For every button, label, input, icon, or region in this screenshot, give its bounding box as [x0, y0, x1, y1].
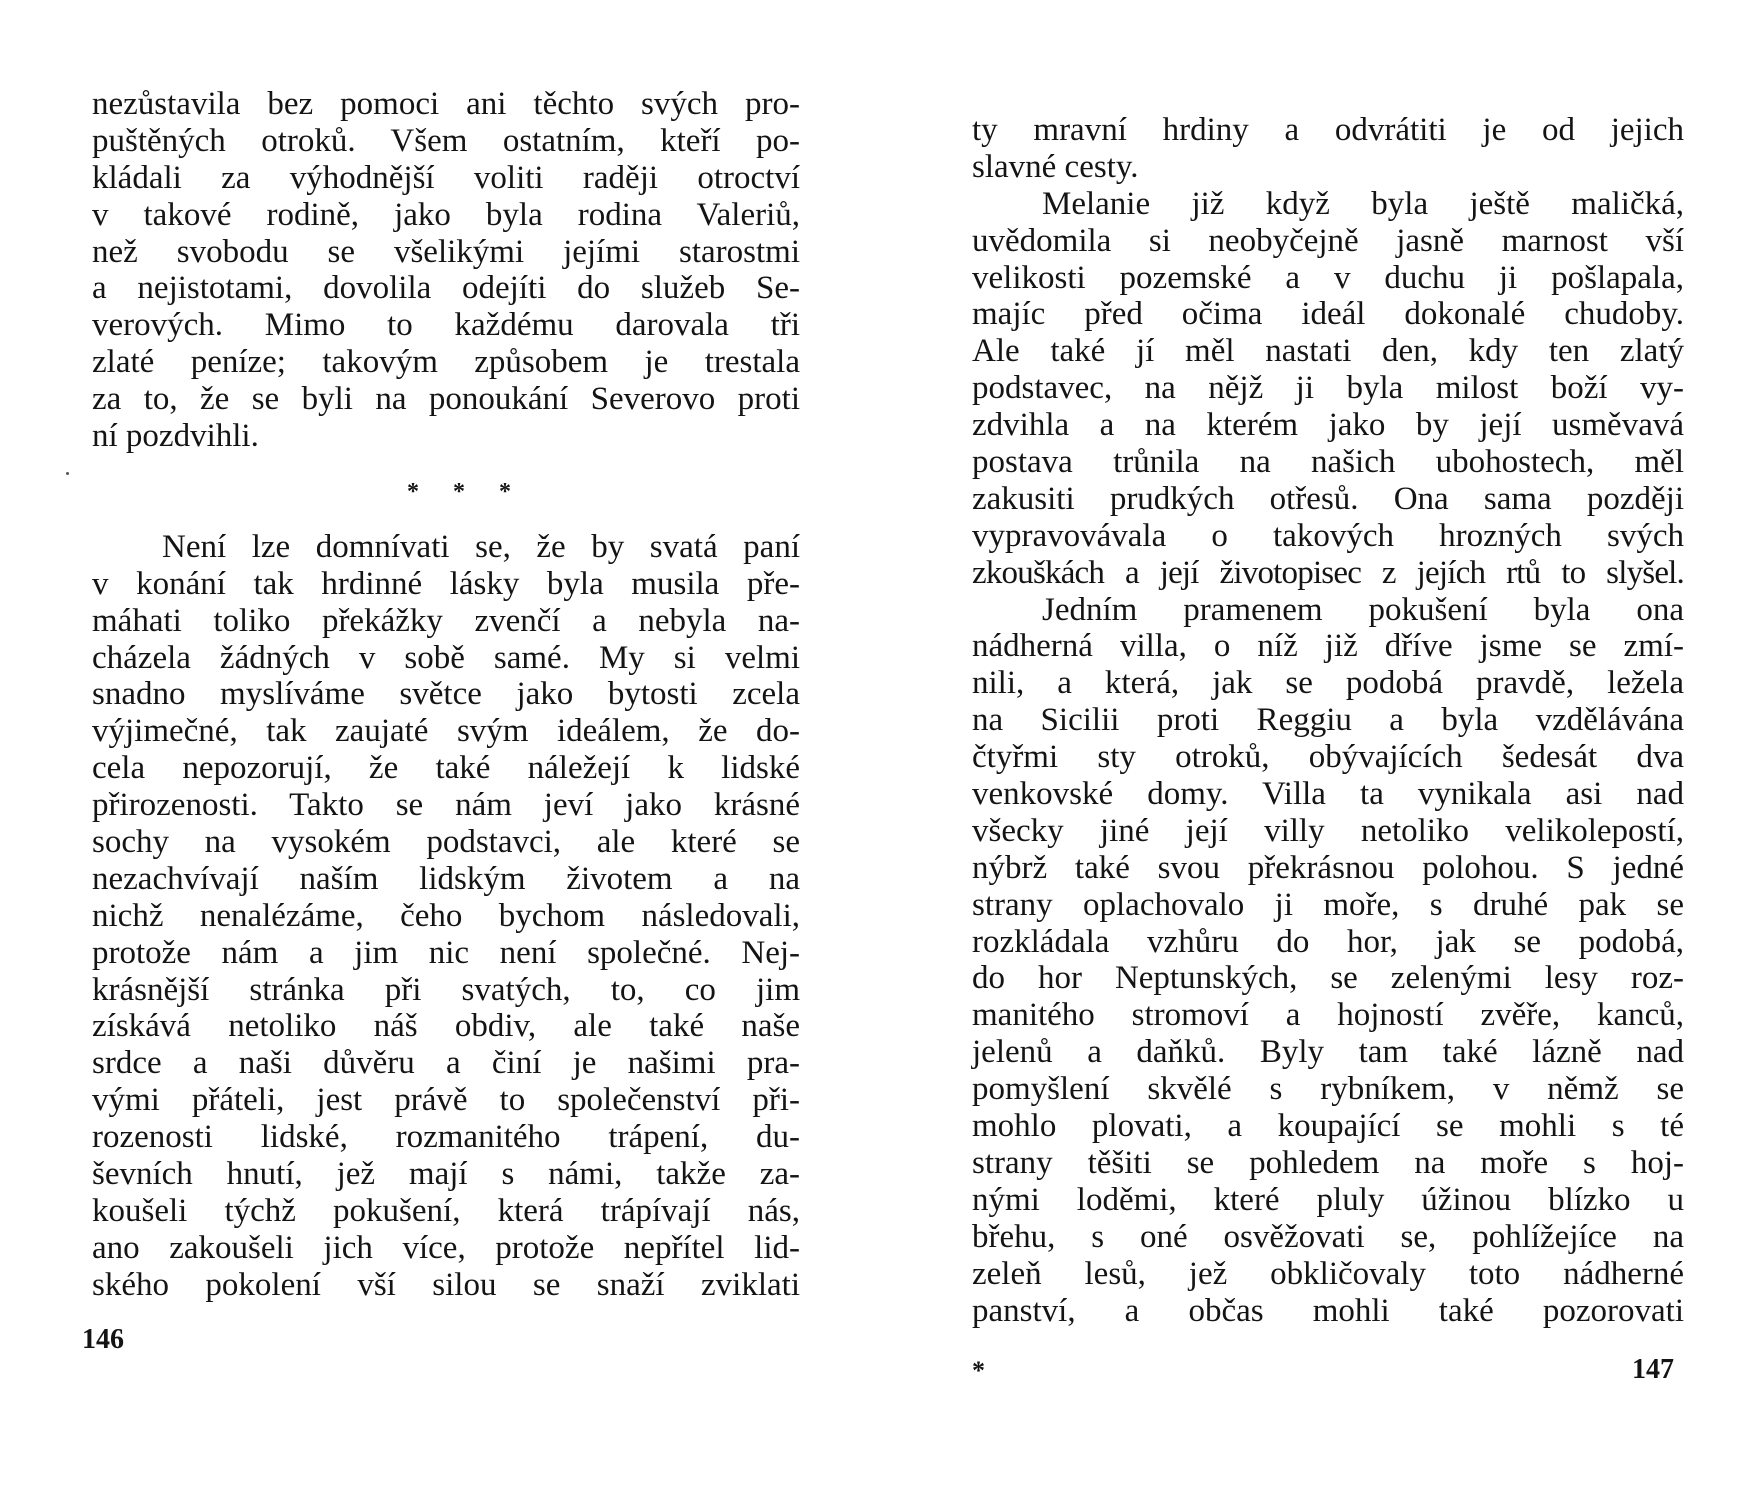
text-line: protože nám a jim nic není společné. Nej-	[92, 934, 800, 971]
text-line: v konání tak hrdinné lásky byla musila pře-	[92, 565, 800, 602]
text-line: jelenů a daňků. Byly tam také lázně nad	[972, 1034, 1684, 1071]
text-line: panství, a občas mohli také pozorovati	[972, 1292, 1684, 1329]
text-line: strany oplachovalo ji moře, s druhé pak se	[972, 886, 1684, 923]
text-line: získává netoliko náš obdiv, ale také naše	[92, 1008, 800, 1045]
text-line: v takové rodině, jako byla rodina Valeriů,	[92, 196, 800, 233]
text-line: vypravovávala o takových hrozných svých	[972, 517, 1684, 554]
text-line: nezachvívají naším lidským životem a na	[92, 860, 800, 897]
section-ornament: * * *	[407, 478, 525, 505]
text-line: nichž nenalézáme, čeho bychom následovali,	[92, 897, 800, 934]
text-line: nými loděmi, které pluly úžinou blízko u	[972, 1181, 1684, 1218]
signature-mark: *	[972, 1356, 985, 1385]
text-line: za to, že se byli na ponoukání Severovo proti	[92, 381, 800, 418]
text-line: nádherná villa, o níž již dříve jsme se zmí-	[972, 628, 1684, 665]
text-line: vými přáteli, jest právě to společenství při-	[92, 1082, 800, 1119]
text-line: nezůstavila bez pomoci ani těchto svých pro-	[92, 86, 800, 122]
text-line: máhati toliko překážky zvenčí a nebyla na-	[92, 602, 800, 639]
text-line: podstavec, na nějž ji byla milost boží vy-	[972, 370, 1684, 407]
text-line: Není lze domnívati se, že by svatá paní	[162, 528, 800, 565]
text-line: velikosti pozemské a v duchu ji pošlapala,	[972, 259, 1684, 296]
text-line: nili, a která, jak se podobá pravdě, ležela	[972, 665, 1684, 702]
paragraph	[92, 86, 800, 455]
text-line: do hor Neptunských, se zelenými lesy roz-	[972, 960, 1684, 997]
paragraph	[972, 186, 1684, 592]
text-line: výjimečné, tak zaujaté svým ideálem, že do-	[92, 713, 800, 750]
left-text-column	[92, 86, 800, 1304]
text-line: břehu, s oné osvěžovati se, pohlížejíce na	[972, 1218, 1684, 1255]
text-line: srdce a naši důvěru a činí je našimi pra-	[92, 1045, 800, 1082]
text-line: Ale také jí měl nastati den, kdy ten zlatý	[972, 333, 1684, 370]
text-line: postava trůnila na našich ubohostech, měl	[972, 444, 1684, 481]
text-line: zkouškách a její životopisec z jejích rtů to slyšel.	[972, 554, 1684, 591]
text-line: zlaté peníze; takovým způsobem je trestala	[92, 344, 800, 381]
text-line: cházela žádných v sobě samé. My si velmi	[92, 639, 800, 676]
text-line: venkovské domy. Villa ta vynikala asi nad	[972, 776, 1684, 813]
text-line: zdvihla a na kterém jako by její usměvavá	[972, 407, 1684, 444]
text-line: Jedním pramenem pokušení byla ona	[1042, 591, 1684, 628]
text-line: rozenosti lidské, rozmanitého trápení, du-	[92, 1119, 800, 1156]
paragraph	[972, 592, 1684, 1330]
text-line: přirozenosti. Takto se nám jeví jako krásné	[92, 787, 800, 824]
text-line: mohlo plovati, a koupající se mohli s té	[972, 1108, 1684, 1145]
text-line: krásnější stránka při svatých, to, co jim	[92, 971, 800, 1008]
text-line: strany těšiti se pohledem na moře s hoj-	[972, 1144, 1684, 1181]
text-line: slavné cesty.	[972, 148, 1139, 185]
text-line: zeleň lesů, jež obkličovaly toto nádherné	[972, 1255, 1684, 1292]
text-line: uvědomila si neobyčejně jasně marnost vší	[972, 222, 1684, 259]
text-line: než svobodu se všelikými jejími starostmi	[92, 233, 800, 270]
text-line: zakusiti prudkých otřesů. Ona sama později	[972, 480, 1684, 517]
text-line: a nejistotami, dovolila odejíti do služeb Se-	[92, 270, 800, 307]
text-line: kládali za výhodnější voliti raději otroctví	[92, 159, 800, 196]
right-page	[880, 0, 1760, 1500]
text-line: ano zakoušeli jich více, protože nepřítel lid-	[92, 1229, 800, 1266]
text-line: snadno myslíváme světce jako bytosti zcela	[92, 676, 800, 713]
text-line: rozkládala vzhůru do hor, jak se podobá,	[972, 923, 1684, 960]
text-line: ševních hnutí, jež mají s námi, takže za-	[92, 1156, 800, 1193]
page-number: 147	[1632, 1354, 1674, 1385]
paragraph	[92, 529, 800, 1304]
text-line: všecky jiné její villy netoliko velikolepostí,	[972, 812, 1684, 849]
right-text-column	[972, 112, 1684, 1329]
text-line: pomyšlení skvělé s rybníkem, v němž se	[972, 1071, 1684, 1108]
scan-speck	[66, 472, 69, 475]
page-number: 146	[82, 1324, 124, 1355]
paragraph	[972, 112, 1684, 186]
text-line: majíc před očima ideál dokonalé chudoby.	[972, 296, 1684, 333]
text-line: ského pokolení vší silou se snaží zviklati	[92, 1266, 800, 1303]
text-line: koušeli týchž pokušení, která trápívají nás,	[92, 1192, 800, 1229]
text-line: puštěných otroků. Všem ostatním, kteří po-	[92, 122, 800, 159]
text-line: manitého stromoví a hojností zvěře, kanců,	[972, 997, 1684, 1034]
text-line: čtyřmi sty otroků, obývajících šedesát dva	[972, 739, 1684, 776]
text-line: ty mravní hrdiny a odvrátiti je od jejich	[972, 112, 1684, 148]
text-line: na Sicilii proti Reggiu a byla vzdělávána	[972, 702, 1684, 739]
text-line: ní pozdvihli.	[92, 418, 259, 455]
text-line: nýbrž také svou překrásnou polohou. S jedné	[972, 849, 1684, 886]
text-line: sochy na vysokém podstavci, ale které se	[92, 824, 800, 861]
text-line: cela nepozorují, že také náležejí k lidské	[92, 750, 800, 787]
text-line: verových. Mimo to každému darovala tři	[92, 307, 800, 344]
text-line: Melanie již když byla ještě maličká,	[1042, 185, 1684, 222]
